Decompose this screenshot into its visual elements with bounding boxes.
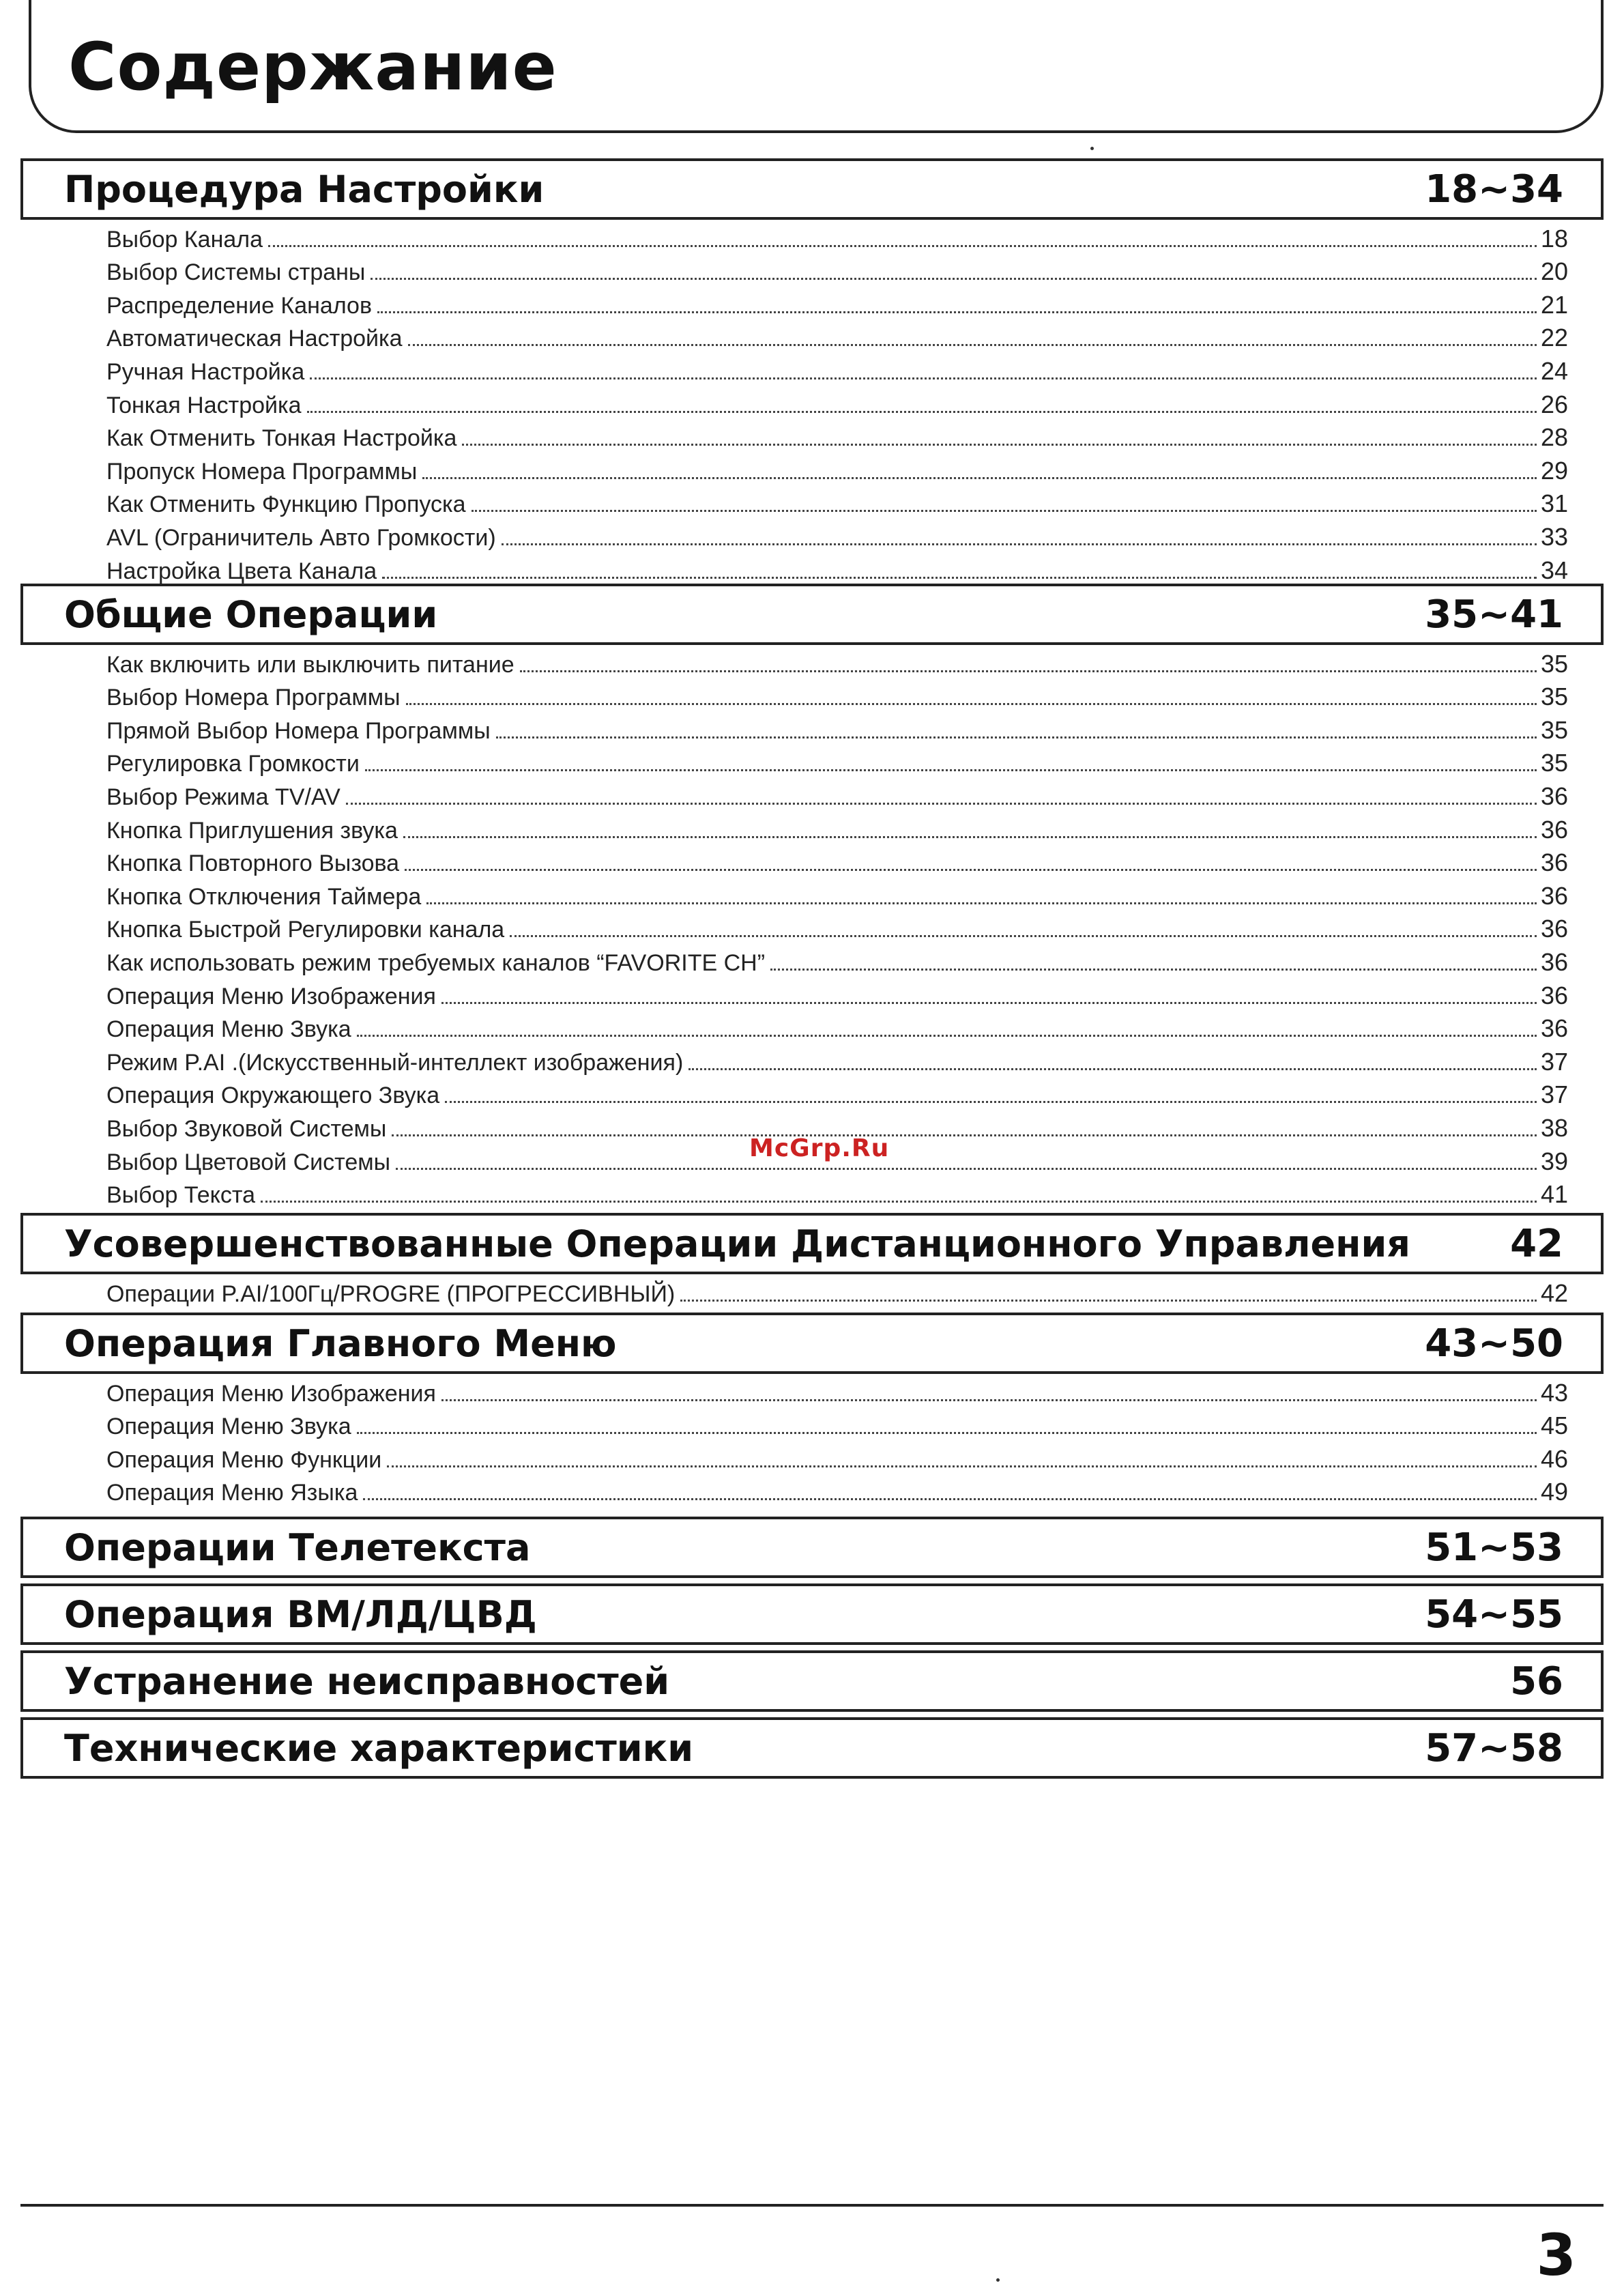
toc-entry[interactable]: [20, 419, 1604, 453]
entry-page: 45: [1540, 1411, 1568, 1440]
entry-label: Выбор Режима TV/AV: [106, 784, 340, 810]
entry-label: Операция Меню Звука: [106, 1016, 351, 1043]
entry-page: 35: [1540, 749, 1568, 777]
entry-label: Кнопка Повторного Вызова: [106, 850, 400, 877]
entry-page: 36: [1540, 782, 1568, 810]
section-header[interactable]: [20, 1717, 1604, 1779]
section-pages: 42: [1510, 1221, 1563, 1266]
dot-leader: [396, 1168, 1537, 1170]
entry-label: Тонкая Настройка: [106, 392, 302, 418]
dot-leader: [357, 1432, 1537, 1434]
entry-label: Выбор Номера Программы: [106, 685, 401, 711]
dot-leader: [403, 836, 1537, 838]
entry-page: 39: [1540, 1147, 1568, 1175]
dot-leader: [392, 1134, 1537, 1136]
entry-label: AVL (Ограничитель Авто Громкости): [106, 524, 496, 551]
entry-label: Выбор Канала: [106, 226, 263, 253]
toc-entry[interactable]: [20, 1043, 1604, 1076]
dot-leader: [310, 377, 1537, 379]
entry-label: Операции P.AI/100Гц/PROGRE (ПРОГРЕССИВНЫЙ): [106, 1280, 676, 1307]
dot-leader: [462, 444, 1537, 446]
section-title: Устранение неисправностей: [64, 1659, 670, 1703]
section-header[interactable]: [20, 1313, 1604, 1374]
entry-label: Кнопка Отключения Таймера: [106, 883, 422, 910]
entry-label: Как использовать режим требуемых каналов “FAVORITE CH”: [106, 949, 766, 976]
dot-leader: [268, 245, 1537, 247]
toc-section-vcr: [20, 1583, 1604, 1645]
toc-entry[interactable]: [20, 911, 1604, 944]
toc-entry[interactable]: [20, 386, 1604, 419]
entry-label: Настройка Цвета Канала: [106, 558, 377, 584]
entry-page: 31: [1540, 489, 1568, 518]
entry-label: Кнопка Приглушения звука: [106, 817, 398, 844]
toc-entry[interactable]: [20, 678, 1604, 712]
section-items: [20, 220, 1604, 585]
entry-label: Выбор Звуковой Системы: [106, 1115, 387, 1142]
entry-label: Как Отменить Тонкая Настройка: [106, 425, 457, 452]
toc-entry[interactable]: [20, 877, 1604, 911]
section-pages: 43~50: [1425, 1321, 1563, 1366]
toc-entry[interactable]: [20, 1440, 1604, 1474]
footer-rule: [20, 2204, 1604, 2207]
dot-leader: [406, 703, 1537, 705]
entry-page: 38: [1540, 1113, 1568, 1142]
dot-leader: [441, 1399, 1537, 1401]
entry-page: 33: [1540, 522, 1568, 551]
toc-entry[interactable]: [20, 452, 1604, 485]
entry-page: 41: [1540, 1180, 1568, 1209]
section-pages: 54~55: [1425, 1592, 1563, 1637]
dot-leader: [365, 769, 1537, 771]
entry-label: Пропуск Номера Программы: [106, 458, 418, 485]
entry-label: Режим P.AI .(Искусственный-интеллект изображения): [106, 1049, 684, 1076]
toc-section-specifications: [20, 1717, 1604, 1779]
entry-page: 36: [1540, 981, 1568, 1009]
dot-leader: [405, 869, 1537, 871]
entry-label: Автоматическая Настройка: [106, 326, 403, 352]
entry-label: Прямой Выбор Номера Программы: [106, 717, 491, 744]
dot-leader: [377, 311, 1537, 313]
entry-label: Выбор Цветовой Системы: [106, 1149, 391, 1175]
entry-page: 36: [1540, 1014, 1568, 1043]
dot-leader: [382, 577, 1537, 579]
entry-page: 26: [1540, 390, 1568, 418]
entry-page: 35: [1540, 649, 1568, 678]
toc-entry[interactable]: [20, 1474, 1604, 1507]
toc-entry[interactable]: [20, 645, 1604, 678]
entry-label: Ручная Настройка: [106, 358, 305, 385]
entry-page: 20: [1540, 257, 1568, 286]
toc-entry[interactable]: [20, 485, 1604, 519]
scan-speck: [996, 2278, 1000, 2282]
entry-label: Регулировка Громкости: [106, 751, 360, 777]
toc-entry[interactable]: [20, 1176, 1604, 1209]
entry-label: Операция Окружающего Звука: [106, 1083, 440, 1109]
section-items: [20, 1374, 1604, 1506]
dot-leader: [307, 411, 1537, 413]
toc-section-tuning: [20, 158, 1604, 585]
dot-leader: [496, 736, 1537, 739]
toc-entry[interactable]: [20, 551, 1604, 585]
toc-entry[interactable]: [20, 352, 1604, 386]
toc-entry[interactable]: [20, 777, 1604, 811]
entry-label: Операция Меню Изображения: [106, 983, 436, 1009]
toc-entry[interactable]: [20, 1076, 1604, 1110]
dot-leader: [520, 670, 1537, 672]
section-items: [20, 645, 1604, 1209]
toc-entry[interactable]: [20, 943, 1604, 977]
entry-label: Операция Меню Звука: [106, 1414, 351, 1440]
section-pages: 56: [1510, 1659, 1563, 1704]
entry-page: 18: [1540, 224, 1568, 253]
toc-entry[interactable]: [20, 711, 1604, 745]
section-title: Операции Телетекста: [64, 1525, 531, 1569]
section-items: [20, 1274, 1604, 1308]
section-header[interactable]: [20, 584, 1604, 645]
toc-entry[interactable]: [20, 1274, 1604, 1308]
entry-label: Операция Меню Функции: [106, 1446, 382, 1473]
section-pages: 18~34: [1425, 167, 1563, 212]
entry-label: Как включить или выключить питание: [106, 651, 514, 678]
toc-entry[interactable]: [20, 1374, 1604, 1407]
section-title: Технические характеристики: [64, 1726, 694, 1770]
entry-page: 37: [1540, 1047, 1568, 1076]
toc-section-main-menu: [20, 1313, 1604, 1506]
dot-leader: [387, 1465, 1537, 1467]
section-title: Усовершенствованные Операции Дистанционного Управления: [64, 1222, 1410, 1265]
dot-leader: [502, 543, 1537, 545]
entry-page: 36: [1540, 848, 1568, 877]
dot-leader: [688, 1068, 1537, 1070]
section-header[interactable]: [20, 158, 1604, 220]
page-title: Содержание: [68, 29, 557, 105]
toc-section-general: [20, 584, 1604, 1209]
section-pages: 57~58: [1425, 1725, 1563, 1770]
page-number: 3: [1536, 2222, 1576, 2289]
entry-label: Как Отменить Функцию Пропуска: [106, 491, 466, 518]
toc-entry[interactable]: [20, 220, 1604, 253]
dot-leader: [408, 344, 1537, 346]
entry-page: 49: [1540, 1478, 1568, 1506]
section-pages: 51~53: [1425, 1525, 1563, 1570]
dot-leader: [510, 935, 1537, 937]
section-pages: 35~41: [1425, 592, 1563, 637]
dot-leader: [422, 477, 1537, 479]
toc-section-troubleshooting: [20, 1650, 1604, 1712]
toc-entry[interactable]: [20, 518, 1604, 551]
entry-label: Кнопка Быстрой Регулировки канала: [106, 917, 505, 943]
toc-entry[interactable]: [20, 1407, 1604, 1441]
section-title: Операция ВМ/ЛД/ЦВД: [64, 1592, 537, 1636]
toc-section-remote: [20, 1213, 1604, 1308]
entry-page: 36: [1540, 815, 1568, 844]
toc-entry[interactable]: [20, 977, 1604, 1010]
toc-entry[interactable]: [20, 286, 1604, 319]
toc-entry[interactable]: [20, 319, 1604, 353]
entry-label: Операция Меню Изображения: [106, 1380, 436, 1407]
entry-page: 35: [1540, 683, 1568, 711]
entry-page: 42: [1540, 1278, 1568, 1307]
entry-page: 43: [1540, 1378, 1568, 1407]
section-title: Операция Главного Меню: [64, 1321, 617, 1365]
entry-page: 29: [1540, 456, 1568, 485]
section-header[interactable]: [20, 1213, 1604, 1274]
entry-page: 36: [1540, 915, 1568, 943]
dot-leader: [445, 1101, 1537, 1103]
dot-leader: [441, 1002, 1537, 1004]
dot-leader: [472, 510, 1537, 512]
toc-entry[interactable]: [20, 745, 1604, 778]
entry-label: Выбор Текста: [106, 1182, 255, 1209]
toc-entry[interactable]: [20, 253, 1604, 287]
entry-page: 34: [1540, 556, 1568, 584]
section-header[interactable]: [20, 1517, 1604, 1578]
dot-leader: [426, 902, 1537, 904]
dot-leader: [680, 1300, 1537, 1302]
section-title: Общие Операции: [64, 592, 438, 636]
entry-page: 24: [1540, 356, 1568, 385]
entry-label: Выбор Системы страны: [106, 259, 366, 286]
entry-page: 35: [1540, 715, 1568, 744]
entry-label: Операция Меню Языка: [106, 1480, 358, 1506]
toc-entry[interactable]: [20, 844, 1604, 878]
toc-section-teletext: [20, 1517, 1604, 1578]
dot-leader: [363, 1498, 1537, 1500]
section-header[interactable]: [20, 1583, 1604, 1645]
dot-leader: [357, 1035, 1537, 1037]
dot-leader: [346, 803, 1537, 805]
entry-label: Распределение Каналов: [106, 292, 373, 319]
toc-entry[interactable]: [20, 1010, 1604, 1044]
watermark: McGrp.Ru: [749, 1134, 890, 1162]
entry-page: 37: [1540, 1080, 1568, 1109]
dot-leader: [261, 1201, 1537, 1203]
section-header[interactable]: [20, 1650, 1604, 1712]
entry-page: 21: [1540, 290, 1568, 319]
entry-page: 36: [1540, 947, 1568, 976]
entry-page: 28: [1540, 423, 1568, 452]
entry-page: 46: [1540, 1444, 1568, 1473]
dot-leader: [770, 969, 1537, 971]
dot-leader: [371, 278, 1537, 280]
toc-entry[interactable]: [20, 811, 1604, 844]
entry-page: 22: [1540, 324, 1568, 352]
entry-page: 36: [1540, 881, 1568, 910]
scan-speck: [1090, 147, 1094, 150]
section-title: Процедура Настройки: [64, 167, 545, 211]
